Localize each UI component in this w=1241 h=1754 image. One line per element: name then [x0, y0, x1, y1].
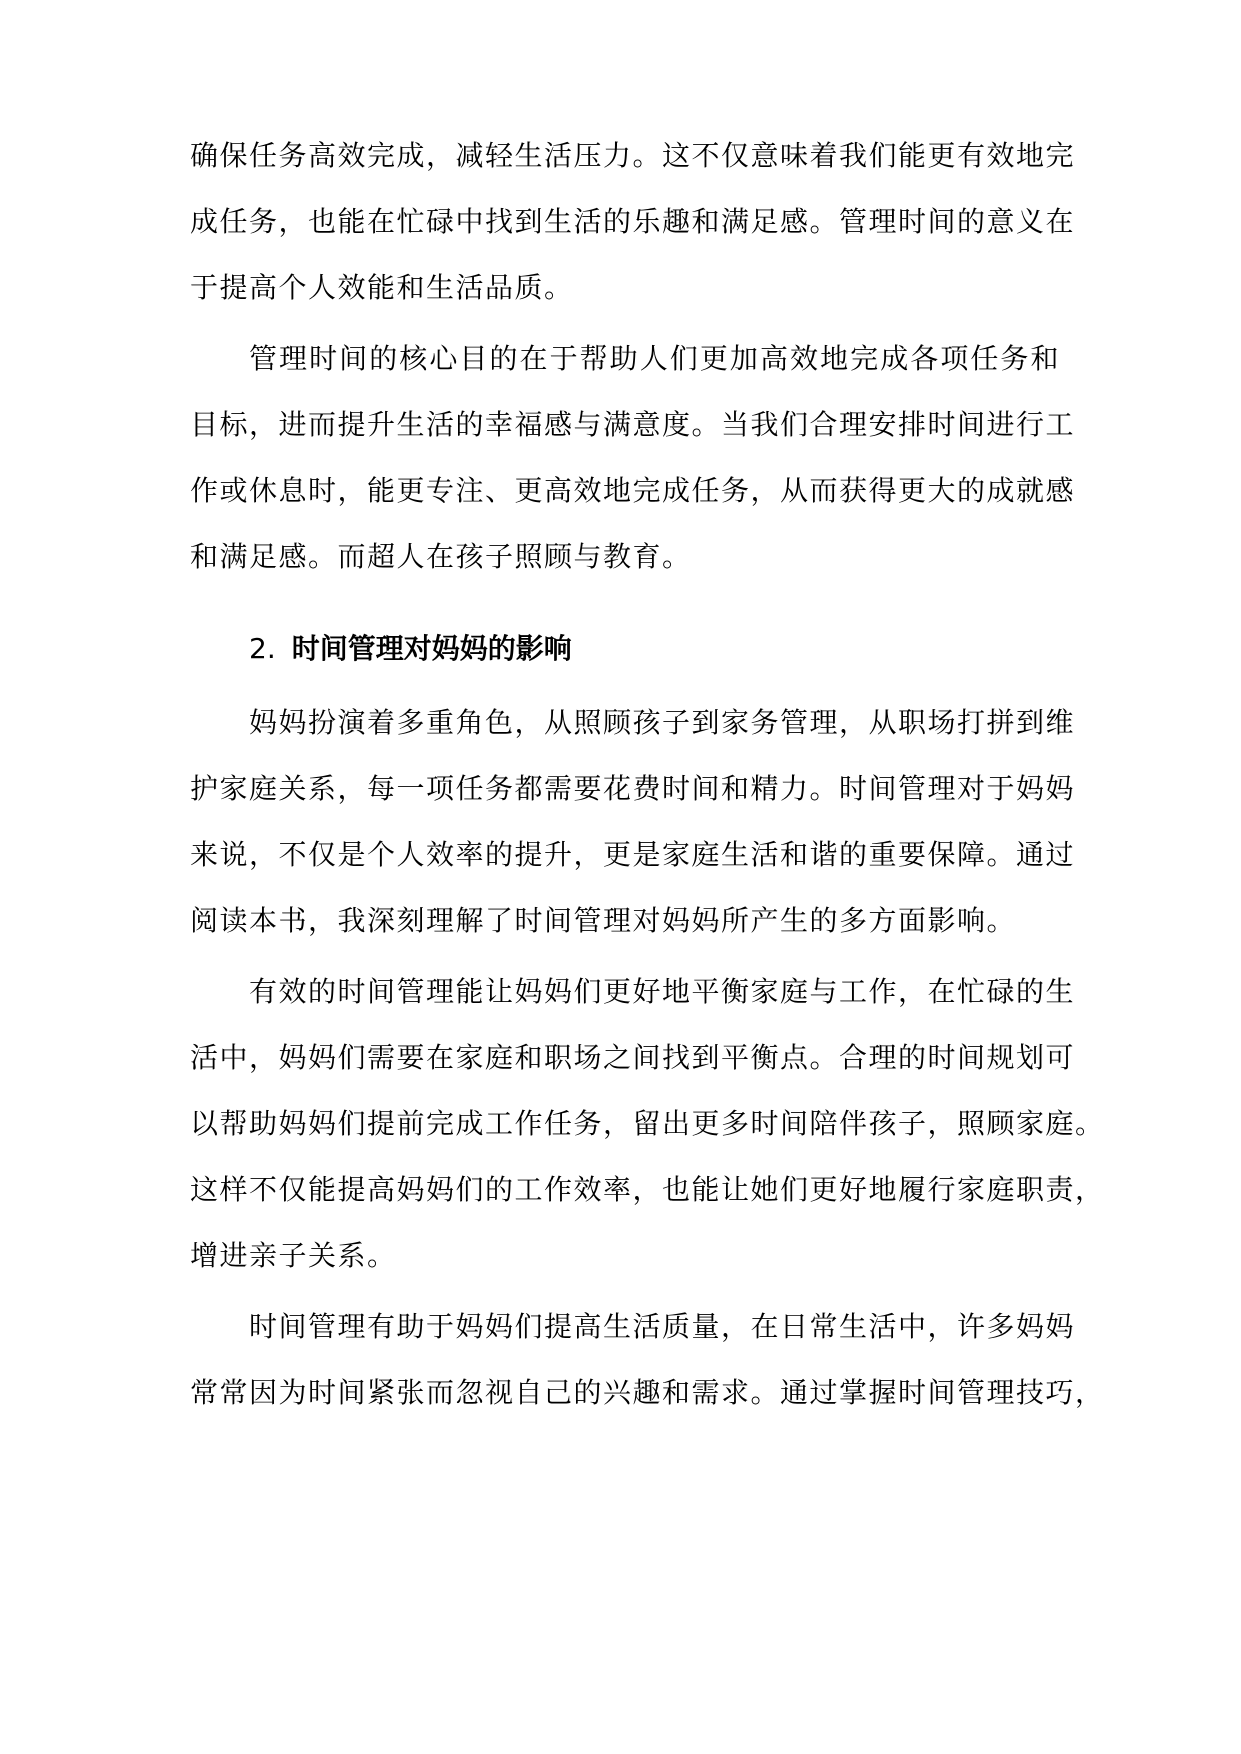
paragraph-1-line-2: 成任务，也能在忙碌中找到生活的乐趣和满足感。管理时间的意义在: [190, 205, 1076, 238]
section-paragraph-1-line-4: 阅读本书，我深刻理解了时间管理对妈妈所产生的多方面影响。: [190, 904, 1017, 937]
section-paragraph-2-line-2: 活中，妈妈们需要在家庭和职场之间找到平衡点。合理的时间规划可: [190, 1041, 1076, 1074]
section-paragraph-3-line-1: 时间管理有助于妈妈们提高生活质量，在日常生活中，许多妈妈: [249, 1310, 1076, 1343]
section-paragraph-2-line-3: 以帮助妈妈们提前完成工作任务，留出更多时间陪伴孩子，照顾家庭。: [190, 1107, 1105, 1140]
paragraph-2-line-1: 管理时间的核心目的在于帮助人们更加高效地完成各项任务和: [249, 342, 1060, 375]
section-paragraph-1-line-1: 妈妈扮演着多重角色，从照顾孩子到家务管理，从职场打拼到维: [249, 706, 1076, 739]
section-number: 2.: [249, 632, 276, 665]
section-paragraph-2-line-1: 有效的时间管理能让妈妈们更好地平衡家庭与工作，在忙碌的生: [249, 975, 1076, 1008]
section-title: 时间管理对妈妈的影响: [291, 632, 572, 665]
section-paragraph-2-line-5: 增进亲子关系。: [190, 1239, 397, 1272]
section-paragraph-1-line-3: 来说，不仅是个人效率的提升，更是家庭生活和谐的重要保障。通过: [190, 838, 1076, 871]
paragraph-2-line-3: 作或休息时，能更专注、更高效地完成任务，从而获得更大的成就感: [190, 474, 1076, 507]
section-paragraph-3-line-2: 常常因为时间紧张而忽视自己的兴趣和需求。通过掌握时间管理技巧，: [190, 1376, 1105, 1409]
paragraph-1-line-1: 确保任务高效完成，减轻生活压力。这不仅意味着我们能更有效地完: [190, 139, 1076, 172]
paragraph-2-line-4: 和满足感。而超人在孩子照顾与教育。: [190, 540, 692, 573]
section-heading: [249, 629, 1060, 669]
section-paragraph-2-line-4: 这样不仅能提高妈妈们的工作效率，也能让她们更好地履行家庭职责，: [190, 1173, 1105, 1206]
section-paragraph-1-line-2: 护家庭关系，每一项任务都需要花费时间和精力。时间管理对于妈妈: [190, 772, 1076, 805]
paragraph-1-line-3: 于提高个人效能和生活品质。: [190, 271, 574, 304]
paragraph-2-line-2: 目标，进而提升生活的幸福感与满意度。当我们合理安排时间进行工: [190, 408, 1076, 441]
